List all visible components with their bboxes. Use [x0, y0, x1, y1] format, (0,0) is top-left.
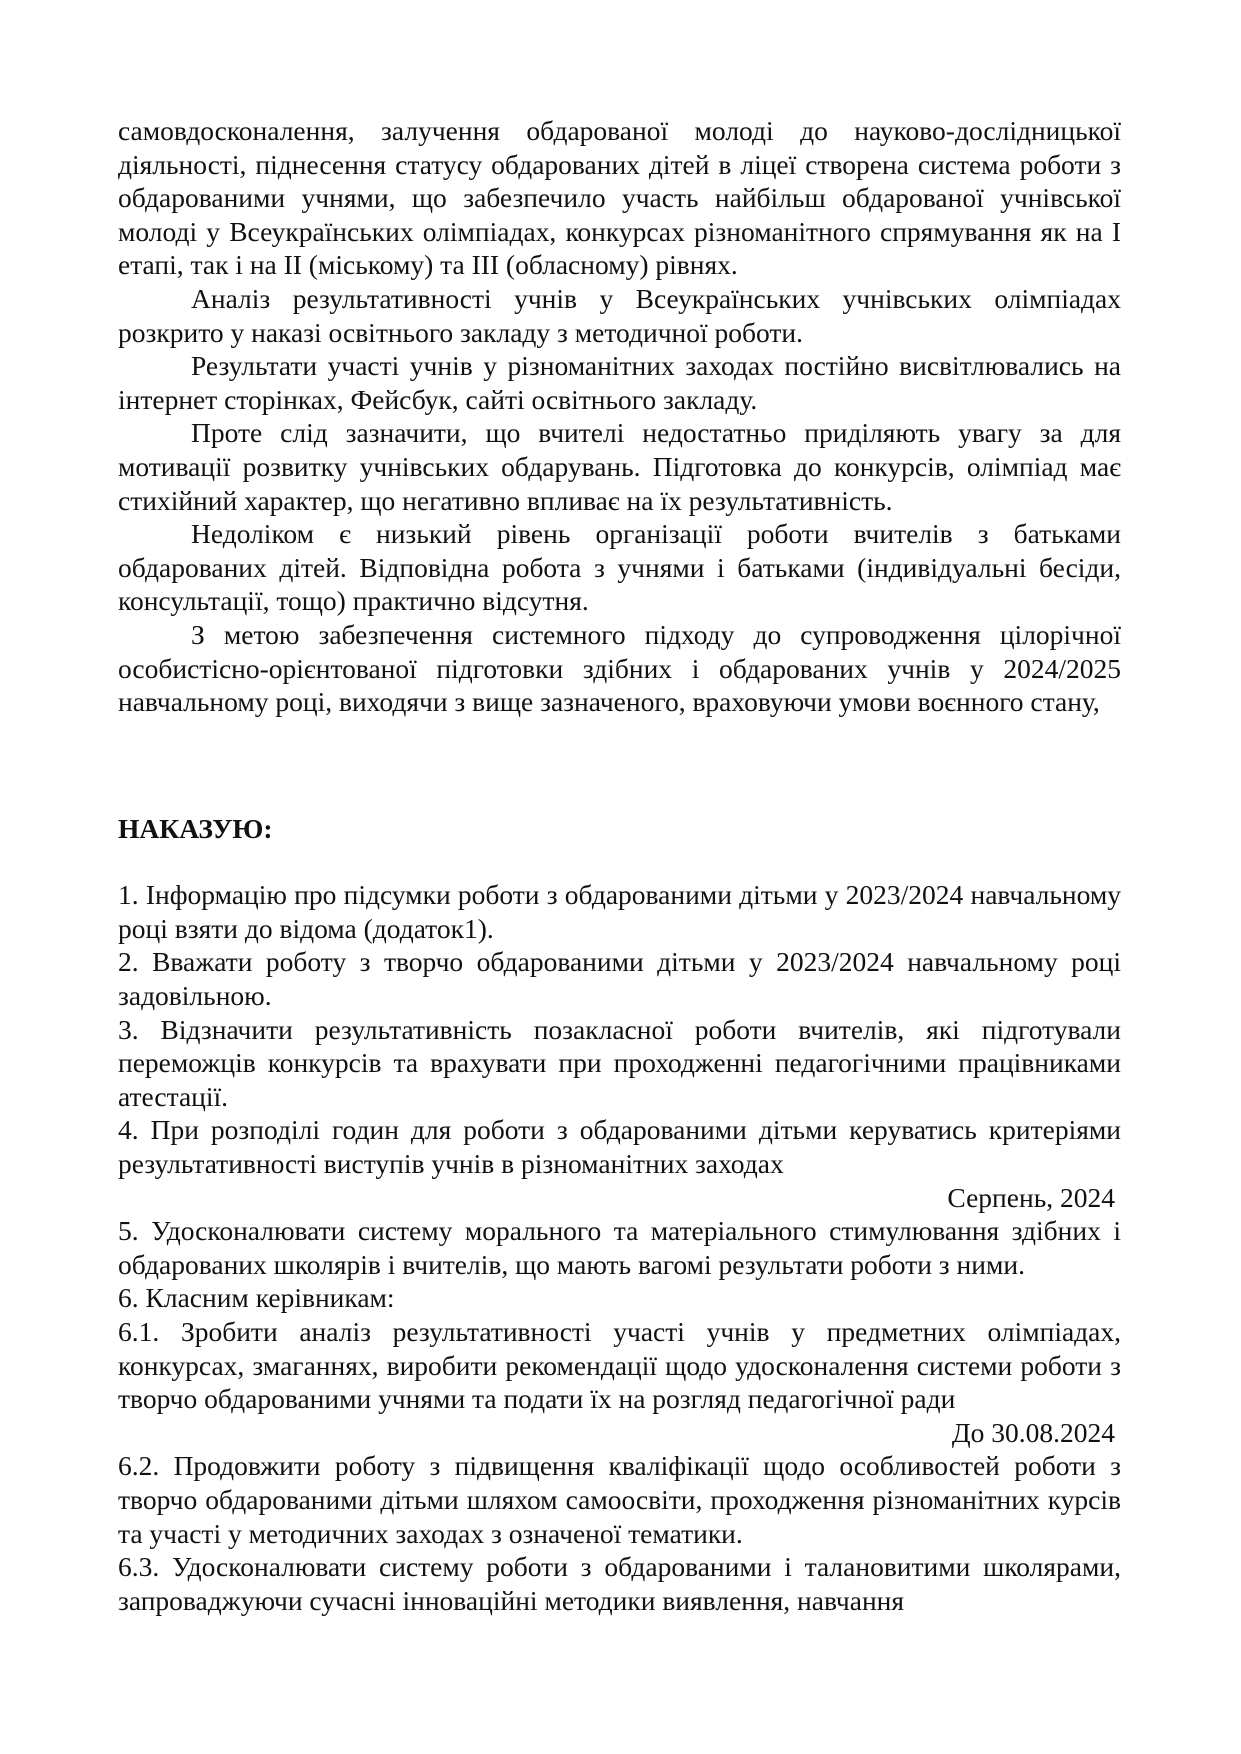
document-page: [118, 114, 1121, 1617]
order-heading: НАКАЗУЮ:: [118, 812, 273, 844]
paragraph-purpose: З метою забезпечення системного підходу до супроводження цілорічної особистісно-орієнтованої підготовки здібних і обдарованих учнів у 2024/2025 навчальному році, виходячи з вище зазначеного, враховуючи умови воєнного стану,: [118, 618, 1121, 718]
order-item-6-1-deadline: До 30.08.2024: [951, 1416, 1115, 1448]
order-item-4-deadline: Серпень, 2024: [947, 1181, 1115, 1213]
order-item-6-1: 6.1. Зробити аналіз результативності участі учнів у предметних олімпіадах, конкурсах, змаганнях, виробити рекомендації щодо удосконалення системи роботи з творчо обдарованими учнями та подати їх на розгляд педагогічної ради: [118, 1316, 1121, 1415]
paragraph-continuation: самовдосконалення, залучення обдарованої молоді до науково-дослідницької діяльності, піднесення статусу обдарованих дітей в ліцеї створена система роботи з обдарованими учнями, що забезпечило участь найбільш обдарованої учнівської молоді у Всеукраїнських олімпіадах, конкурсах різноманітного спрямування як на І етапі, так і на ІІ (міському) та ІІІ (обласному) рівнях.: [118, 115, 1121, 281]
order-item-5: 5. Удосконалювати систему морального та матеріального стимулювання здібних і обдарованих школярів і вчителів, що мають вагомі результати роботи з ними.: [118, 1215, 1121, 1280]
paragraph-results-coverage: Результати участі учнів у різноманітних заходах постійно висвітлювались на інтернет сторінках, Фейсбук, сайті освітнього закладу.: [118, 350, 1121, 415]
order-item-4: 4. При розподілі годин для роботи з обдарованими дітьми керуватись критеріями результативності виступів учнів в різноманітних заходах: [118, 1114, 1121, 1180]
order-item-2: 2. Вважати роботу з творчо обдарованими дітьми у 2023/2024 навчальному році задовільною.: [118, 946, 1121, 1012]
order-item-3: 3. Відзначити результативність позакласної роботи вчителів, які підготували переможців конкурсів та врахувати при проходженні педагогічними працівниками атестації.: [118, 1013, 1121, 1112]
order-item-6: 6. Класним керівникам:: [118, 1282, 395, 1314]
paragraph-olympiad-analysis: Аналіз результативності учнів у Всеукраїнських учнівських олімпіадах розкрито у наказі освітнього закладу з методичної роботи.: [118, 282, 1121, 348]
order-item-6-3: 6.3. Удосконалювати систему роботи з обдарованими і талановитими школярами, запроваджуючи сучасні інноваційні методики виявлення, навчання: [118, 1551, 1121, 1616]
spacer: [118, 719, 1121, 812]
spacer: [118, 845, 1121, 878]
order-item-1: 1. Інформацію про підсумки роботи з обдарованими дітьми у 2023/2024 навчальному році взяти до відома (додаток1).: [118, 879, 1121, 944]
order-item-6-2: 6.2. Продовжити роботу з підвищення кваліфікації щодо особливостей роботи з творчо обдарованими дітьми шляхом самоосвіти, проходження різноманітних курсів та участі у методичних заходах з означеної тематики.: [118, 1450, 1121, 1549]
paragraph-shortcomings-parents: Недоліком є низький рівень організації роботи вчителів з батьками обдарованих дітей. Відповідна робота з учнями і батьками (індивідуальні бесіди, консультації, тощо) практично відсутня.: [118, 518, 1121, 617]
paragraph-shortcomings-motivation: Проте слід зазначити, що вчителі недостатньо приділяють увагу за для мотивації розвитку учнівських обдарувань. Підготовка до конкурсів, олімпіад має стихійний характер, що негативно впливає на їх результативність.: [118, 417, 1121, 516]
